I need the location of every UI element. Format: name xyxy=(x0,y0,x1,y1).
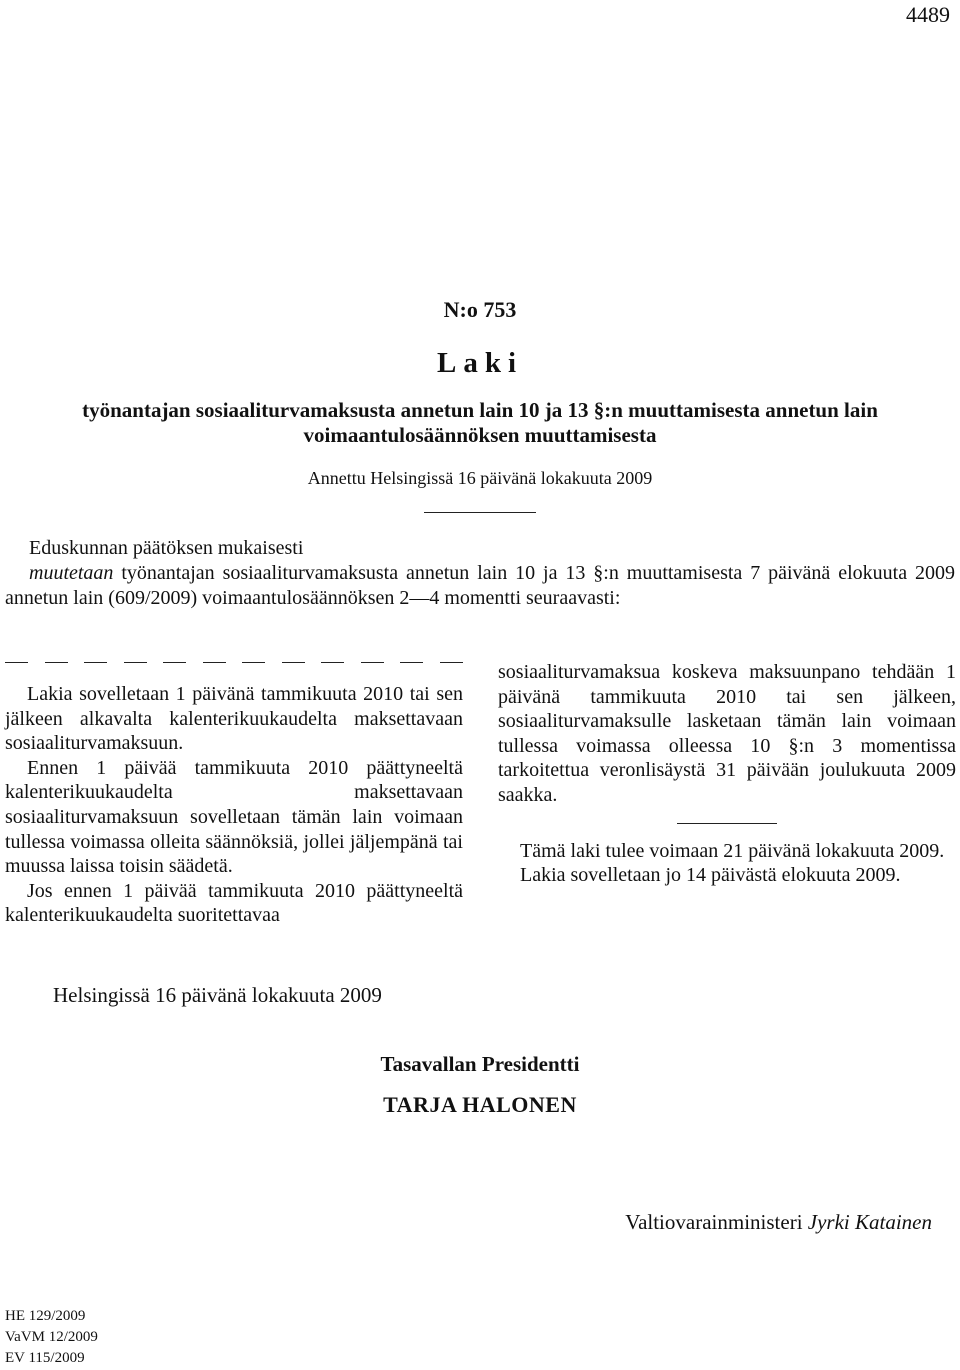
right-column xyxy=(498,660,956,888)
law-subtitle xyxy=(0,398,960,448)
reference-item: EV 115/2009 xyxy=(5,1350,85,1366)
law-title: Laki xyxy=(436,347,524,379)
signing-place-date: Helsingissä 16 päivänä lokakuuta 2009 xyxy=(53,983,382,1007)
given-date: Annettu Helsingissä 16 päivänä lokakuuta 2009 xyxy=(307,468,653,488)
references xyxy=(5,1306,98,1369)
minister-name: Jyrki Katainen xyxy=(807,1210,932,1234)
left-column xyxy=(5,682,463,928)
president-title: Tasavallan Presidentti xyxy=(380,1052,580,1076)
right-paragraph-3: Lakia sovelletaan jo 14 päivästä elokuuta 2009. xyxy=(520,864,901,887)
left-paragraph-3: Jos ennen 1 päivää tammikuuta 2010 päättyneeltä kalenterikuukaudelta suoritettavaa xyxy=(5,879,463,927)
minister-title: Valtiovarainministeri xyxy=(625,1210,803,1234)
intro-paragraph xyxy=(5,561,955,611)
law-subtitle-line-2: voimaantulosäännöksen muuttamisesta xyxy=(303,423,657,447)
left-paragraph-1: Lakia sovelletaan 1 päivänä tammikuuta 2010 tai sen jälkeen alkavalta kalenterikuukaudelta maksettavaan sosiaaliturvamaksuun. xyxy=(5,683,463,755)
reference-item: HE 129/2009 xyxy=(5,1308,86,1324)
page-number: 4489 xyxy=(906,2,950,27)
reference-item: VaVM 12/2009 xyxy=(5,1329,98,1345)
right-paragraph-2: Tämä laki tulee voimaan 21 päivänä lokakuuta 2009. xyxy=(520,839,945,862)
intro-verb: muutetaan xyxy=(29,562,114,584)
president-name: TARJA HALONEN xyxy=(383,1092,577,1117)
right-paragraph-1: sosiaaliturvamaksua koskeva maksuunpano tehdään 1 päivänä tammikuuta 2010 tai sen jälkeen, sosiaaliturvamaksulle lasketaan tämän lain voimaan tullessa voimassa olleessa 10 §:n 3 momentissa tarkoitettua veronlisäystä 31 päivään joulukuuta 2009 saakka. xyxy=(498,661,956,806)
intro-heading: Eduskunnan päätöksen mukaisesti xyxy=(29,537,304,559)
left-paragraph-2: Ennen 1 päivää tammikuuta 2010 päättyneeltä kalenterikuukaudelta maksettavaan sosiaaliturvamaksuun sovelletaan tämän lain voimaan tullessa voimassa olleita säännöksiä, jollei jäljempänä tai muussa laissa toisin säädetä. xyxy=(5,756,463,878)
section-divider xyxy=(677,823,777,824)
minister-signature xyxy=(625,1210,932,1235)
law-subtitle-line-1: työnantajan sosiaaliturvamaksusta annetun lain 10 ja 13 §:n muuttamisesta annetun lain xyxy=(82,398,878,422)
title-divider xyxy=(424,512,536,513)
omission-dashes xyxy=(5,662,463,663)
law-number: N:o 753 xyxy=(443,297,517,322)
intro-text: työnantajan sosiaaliturvamaksusta annetun lain 10 ja 13 §:n muuttamisesta 7 päivänä elokuuta 2009 annetun lain (609/2009) voimaantulosäännöksen 2—4 momentti seuraavasti: xyxy=(5,562,955,609)
